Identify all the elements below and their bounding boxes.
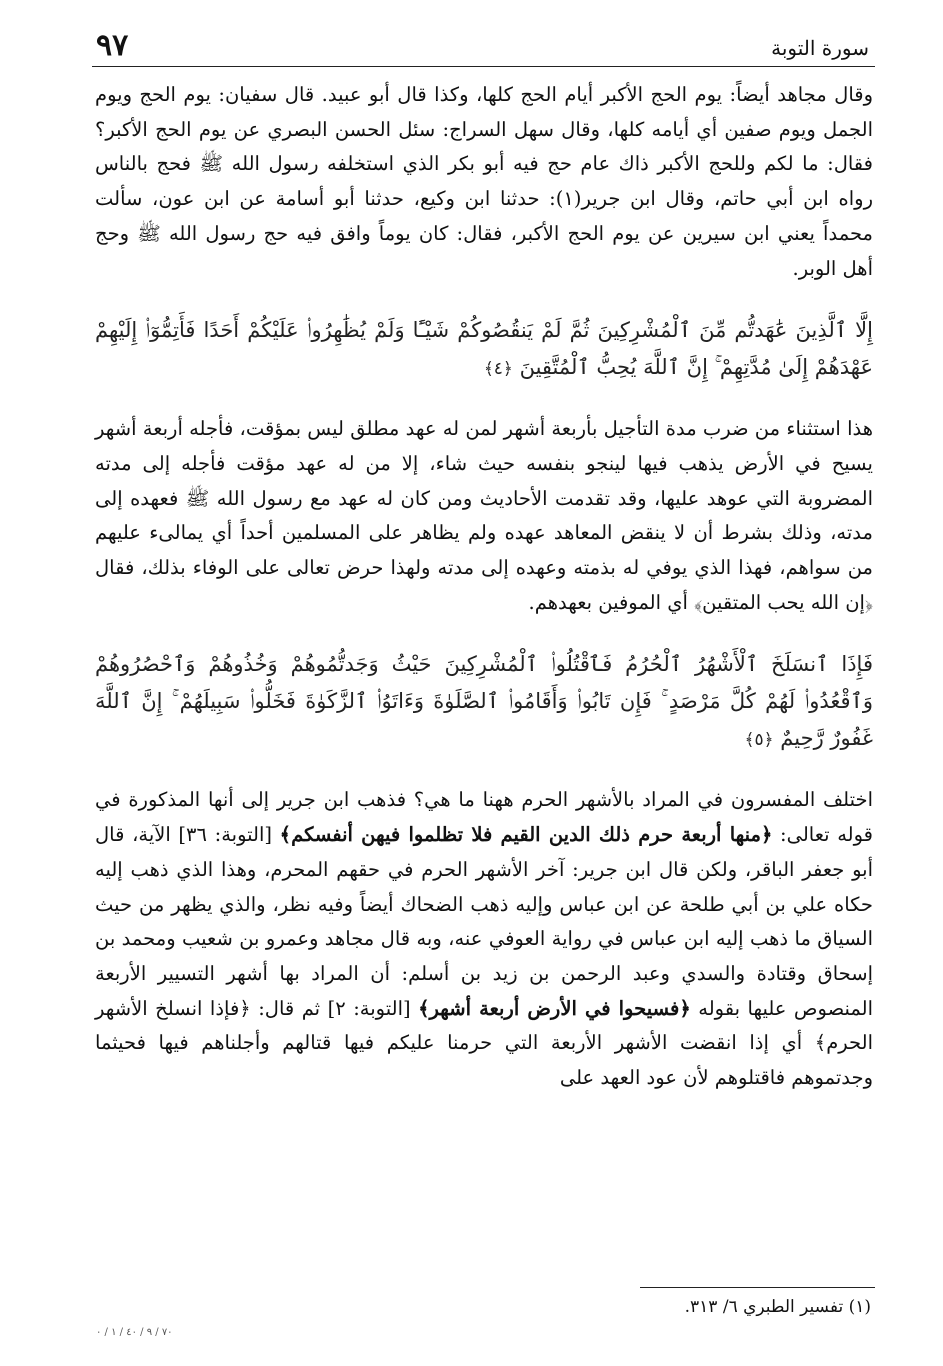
surah-title: سورة التوبة bbox=[771, 36, 869, 60]
bottom-print-marks: ٧٠ / ٩ / ٤٠ / ١ / ٠ bbox=[96, 1327, 173, 1338]
quran-verse-4 bbox=[95, 312, 873, 388]
page-number: ٩٧ bbox=[96, 28, 129, 63]
paragraph-3-quote-2: ﴿فسيحوا في الأرض أربعة أشهر﴾ bbox=[418, 996, 691, 1020]
paragraph-3-quote-1: ﴿منها أربعة حرم ذلك الدين القيم فلا تظلموا فيهن أنفسكم﴾ bbox=[279, 823, 773, 847]
quran-verse-5 bbox=[95, 646, 873, 759]
page-content bbox=[95, 72, 873, 1096]
commentary-paragraph-1: وقال مجاهد أيضاً: يوم الحج الأكبر أيام الحج كلها، وكذا قال أبو عبيد. قال سفيان: يوم الحج ويوم الجمل ويوم صفين أي أيامه كلها، وقال سهل السراج: سئل الحسن البصري عن يوم الحج الأكبر؟ فقال: ما لكم وللحج الأكبر ذاك عام حج فيه أبو بكر الذي استخلفه رسول الله ﷺ فحج بالناس رواه ابن أبي حاتم، وقال ابن جرير(١): حدثنا ابن وكيع، حدثنا أبو أسامة عن ابن عون، سألت محمداً يعني ابن سيرين عن يوم الحج الأكبر، فقال: كان يوماً وافق فيه حج رسول الله ﷺ وحج أهل الوبر. bbox=[95, 83, 873, 280]
verse-5-marker: ﴿٥﴾ bbox=[744, 730, 774, 751]
commentary-paragraph-3 bbox=[95, 783, 873, 1095]
footnote-divider bbox=[640, 1287, 875, 1288]
commentary-paragraph-2: هذا استثناء من ضرب مدة التأجيل بأربعة أشهر لمن له عهد مطلق ليس بمؤقت، فأجله أربعة أشهر يسيح في الأرض يذهب فيها لينجو بنفسه حيث شاء، إلا من له عهد مؤقت فأجله إلى مدته المضروبة التي عوهد عليها، وقد تقدمت الأحاديث ومن كان له عهد مع رسول الله ﷺ فعهده إلى مدته، وذلك بشرط أن لا ينقض المعاهد عهده ولم يظاهر على المسلمين أحداً أي يمالىء عليهم من سواهم، فهذا الذي يوفي له بذمته وعهده إلى مدته ولهذا حرض تعالى على الوفاء بذلك، فقال ﴿إن الله يحب المتقين﴾ أي الموفين بعهدهم. bbox=[95, 417, 873, 614]
paragraph-3-part-1: اختلف المفسرون في المراد بالأشهر الحرم ههنا ما هي؟ فذهب ابن جرير إلى أنها المذكورة في قوله تعالى: bbox=[95, 788, 874, 847]
page-header bbox=[92, 22, 875, 67]
verse-4-marker: ﴿٤﴾ bbox=[483, 359, 513, 380]
paragraph-3-part-3: [التوبة: ٢] ثم قال: ﴿فإذا انسلخ الأشهر الحرم﴾ أي إذا انقضت الأشهر الأربعة التي حرمنا عليكم فيها قتالهم وأجلناهم فيها فحيثما وجدتموهم فاقتلوهم لأن عود العهد على bbox=[95, 996, 873, 1090]
footnote: (١) تفسير الطبري ٦/ ٣١٣. bbox=[684, 1297, 871, 1317]
verse-5-text: فَإِذَا ٱنسَلَخَ ٱلْأَشْهُرُ ٱلْحُرُمُ فَٱقْتُلُوا۟ ٱلْمُشْرِكِينَ حَيْثُ وَجَدتُّمُوهُمْ وَخُذُوهُمْ وَٱحْصُرُوهُمْ وَٱقْعُدُوا۟ لَهُمْ كُلَّ مَرْصَدٍ ۚ فَإِن تَابُوا۟ وَأَقَامُوا۟ ٱلصَّلَوٰةَ وَءَاتَوُا۟ ٱلزَّكَوٰةَ فَخَلُّوا۟ سَبِيلَهُمْ ۚ إِنَّ ٱللَّهَ غَفُورٌ رَّحِيمٌ bbox=[95, 652, 873, 751]
verse-4-text: إِلَّا ٱلَّذِينَ عَٰهَدتُّم مِّنَ ٱلْمُشْرِكِينَ ثُمَّ لَمْ يَنقُصُوكُمْ شَيْـًٔا وَلَمْ يُظَٰهِرُوا۟ عَلَيْكُمْ أَحَدًا فَأَتِمُّوٓا۟ إِلَيْهِمْ عَهْدَهُمْ إِلَىٰ مُدَّتِهِمْ ۚ إِنَّ ٱللَّهَ يُحِبُّ ٱلْمُتَّقِينَ bbox=[95, 318, 873, 380]
paragraph-3-part-2: [التوبة: ٣٦] الآية، قال أبو جعفر الباقر، ولكن قال ابن جرير: آخر الأشهر الحرم في حقهم المحرم، وهذا الذي ذهب إليه حكاه علي بن أبي طلحة عن ابن عباس وإليه ذهب الضحاك أيضاً وفيه نظر، والذي يظهر من حيث السياق ما ذهب إليه ابن عباس في رواية العوفي عنه، وبه قال مجاهد وعمرو بن شعيب ومحمد بن إسحاق وقتادة والسدي وعبد الرحمن بن زيد بن أسلم: أن المراد بها أشهر التسيير الأربعة المنصوص عليها بقوله bbox=[95, 823, 873, 1020]
